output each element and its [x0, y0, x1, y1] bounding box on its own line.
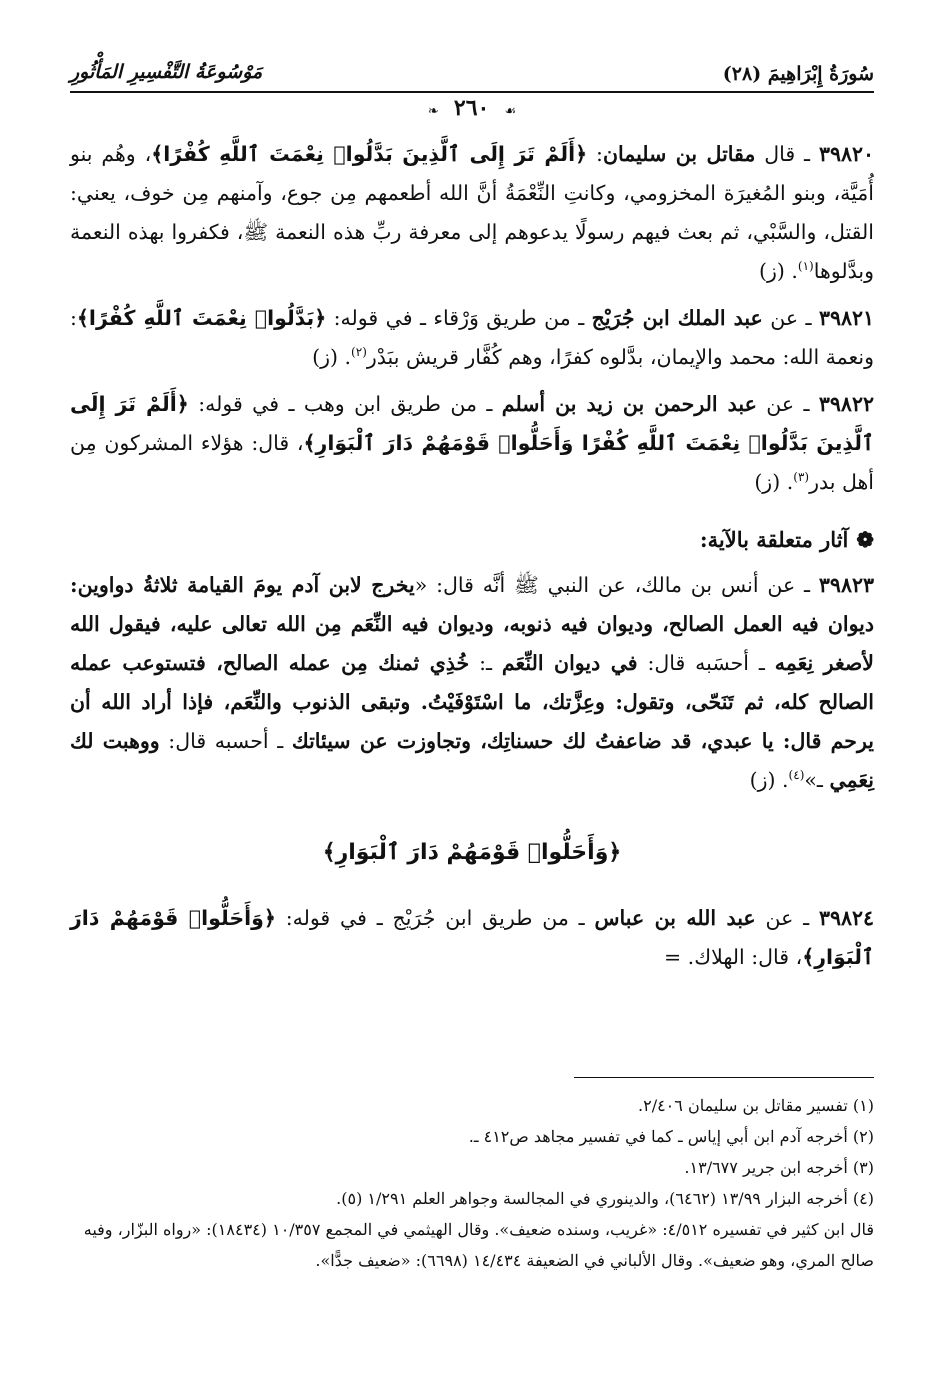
entry-39823 [70, 566, 874, 800]
footnote-4: (٤) أخرجه البزار ١٣/٩٩ (٦٤٦٢)، والدينوري في المجالسة وجواهر العلم ١/٢٩١ (٥). [336, 1189, 874, 1208]
entry-text: ـ عن [756, 392, 819, 416]
footnote-ref[interactable]: (٢) [351, 345, 367, 360]
entry-39824 [70, 899, 874, 977]
quran-verse: ﴿أَلَمْ تَرَ إِلَى ٱلَّذِينَ بَدَّلُوا۟ نِعْمَتَ ٱللَّهِ كُفْرًا﴾ [151, 142, 588, 166]
entry-text: ـ قال [755, 142, 819, 166]
hadith-text: يخرج لابن آدم يومَ القيامة ثلاثةُ دواوين: ديوان فيه العمل الصالح، وديوان فيه ذنوبه، وديوان فيه النِّعَم مِن الله تعالى عليه، فيقول الله لأصغر نِعَمِه [70, 573, 874, 675]
page [70, 55, 875, 1270]
entry-tail: . (ز) [758, 259, 798, 283]
entry-39821 [70, 299, 874, 377]
hadith-text: في ديوان النِّعَم [501, 651, 638, 675]
narrator-name: مقاتل بن سليمان [602, 142, 756, 166]
entry-tail: . (ز) [749, 768, 789, 792]
entry-text: ـ» [804, 768, 830, 792]
section-title-text: آثار متعلقة بالآية: [699, 527, 849, 552]
narrator-name: عبد الله بن عباس [594, 906, 756, 930]
narrator-name: عبد الرحمن بن زيد بن أسلم [501, 392, 757, 416]
quran-verse: ﴿وَأَحَلُّوا۟ قَوْمَهُمْ دَارَ ٱلْبَوَارِ﴾ [70, 906, 874, 969]
entry-text: ـ عن [762, 306, 819, 330]
ornament-icon: ❧ [427, 104, 439, 119]
entry-tail: . (ز) [754, 470, 794, 494]
entry-text: ـ: [469, 651, 502, 675]
entry-39822 [70, 385, 874, 502]
footnotes [70, 1077, 874, 1276]
series-title: مَوْسُوعَةُ التَّفْسِيرِ المَأْثُورِ [70, 61, 263, 83]
hadith-text: خُذِي ثمنك مِن عمله الصالح، فتستوعب عمله الصالح كله، ثم تَنَحّى، وتقول: وعِزَّتك، ما اسْتَوْفَيْتُ. وتبقى الذنوب والنِّعَم، فإذا أراد الله أن يرحم قال: يا عبدي، قد ضاعفتُ لك حسناتِك، وتجاوزت عن سيئاتك [70, 651, 874, 753]
page-number: ٢٦٠ [453, 95, 490, 121]
footnote-2: (٢) أخرجه آدم ابن أبي إياس ـ كما في تفسير مجاهد ص٤١٢ ـ. [468, 1127, 874, 1146]
entry-text: : ونعمة الله: محمد والإيمان، بدَّلوه كفرًا، وهم كُفَّار قريش ببَدْر [70, 306, 874, 369]
sura-title: سُورَةُ إِبْرَاهِيمَ (٢٨) [722, 63, 874, 85]
entry-text: ـ من طريق ابن جُرَيْج ـ في قوله: [275, 906, 595, 930]
entry-text: ، قال: هؤلاء المشركون مِن أهل بدر [70, 431, 874, 494]
narrator-name: عبد الملك ابن جُرَيْج [591, 306, 763, 330]
flower-icon: ❁ [856, 527, 874, 552]
entry-text: ، قال: الهلاك. = [663, 945, 803, 969]
hadith-text: ووهبت لك نِعَمِي [70, 729, 874, 792]
footnote-ref[interactable]: (١) [797, 259, 814, 274]
footnote-ref[interactable]: (٣) [793, 470, 810, 485]
entry-text: ، وهُم بنو أُمَيَّة، وبنو المُغيرَة المخزومي، وكانتِ النِّعْمَةُ أنَّ الله أطعمهم مِن جوع، وآمنهم مِن خوف، يعني: القتل، والسَّبْي، ثم بعث فيهم رسولًا يدعوهم إلى معرفة ربِّ هذه النعمة ﷺ، فكفروا بهذه النعمة وبدَّلوها [70, 142, 874, 283]
entry-text: ـ عن أنس بن مالك، عن النبي ﷺ أنَّه قال: « [414, 573, 819, 597]
entry-39820 [70, 135, 874, 291]
section-title [70, 522, 874, 558]
footnote-4-commentary: قال ابن كثير في تفسيره ٤/٥١٢: «غريب، وسنده ضعيف». وقال الهيثمي في المجمع ١٠/٣٥٧ (١٨٤٣٤): «رواه البزّار، وفيه صالح المري، وهو ضعيف». وقال الألباني في الضعيفة ١٤/٤٣٤ (٦٦٩٨): «ضعيف جدًّا». [83, 1220, 874, 1270]
page-number-row [70, 95, 874, 129]
verse-heading: ﴿وَأَحَلُّوا۟ قَوْمَهُمْ دَارَ ٱلْبَوَارِ﴾ [322, 840, 622, 865]
entry-number: ٣٩٨٢٠ [818, 142, 874, 166]
footnote-1: (١) تفسير مقاتل بن سليمان ٢/٤٠٦. [638, 1096, 874, 1115]
quran-verse: ﴿أَلَمْ تَرَ إِلَى ٱلَّذِينَ بَدَّلُوا۟ نِعْمَتَ ٱللَّهِ كُفْرًا وَأَحَلُّوا۟ قَوْمَهُمْ دَارَ ٱلْبَوَارِ﴾ [70, 392, 874, 455]
entry-text: ـ من طريق وَرْقاء ـ في قوله: [326, 306, 592, 330]
quran-verse: ﴿بَدَّلُوا۟ نِعْمَتَ ٱللَّهِ كُفْرًا﴾ [76, 306, 327, 330]
entry-text: : [587, 142, 603, 166]
running-header [70, 55, 874, 93]
footnote-3: (٣) أخرجه ابن جرير ١٣/٦٧٧. [684, 1158, 874, 1177]
entry-tail: . (ز) [312, 345, 352, 369]
entry-number: ٣٩٨٢٢ [818, 392, 874, 416]
entry-number: ٣٩٨٢٤ [818, 906, 874, 930]
ornament-icon: ☙ [504, 104, 517, 119]
entry-number: ٣٩٨٢١ [818, 306, 875, 330]
entry-text: ـ أحسبه قال: [159, 729, 292, 753]
entry-text: ـ من طريق ابن وهب ـ في قوله: [188, 392, 502, 416]
entry-number: ٣٩٨٢٣ [818, 573, 874, 597]
entry-text: ـ عن [755, 906, 819, 930]
footnote-divider [574, 1077, 874, 1078]
footnote-ref[interactable]: (٤) [788, 768, 805, 783]
entry-text: ـ أحسَبه قال: [637, 651, 775, 675]
